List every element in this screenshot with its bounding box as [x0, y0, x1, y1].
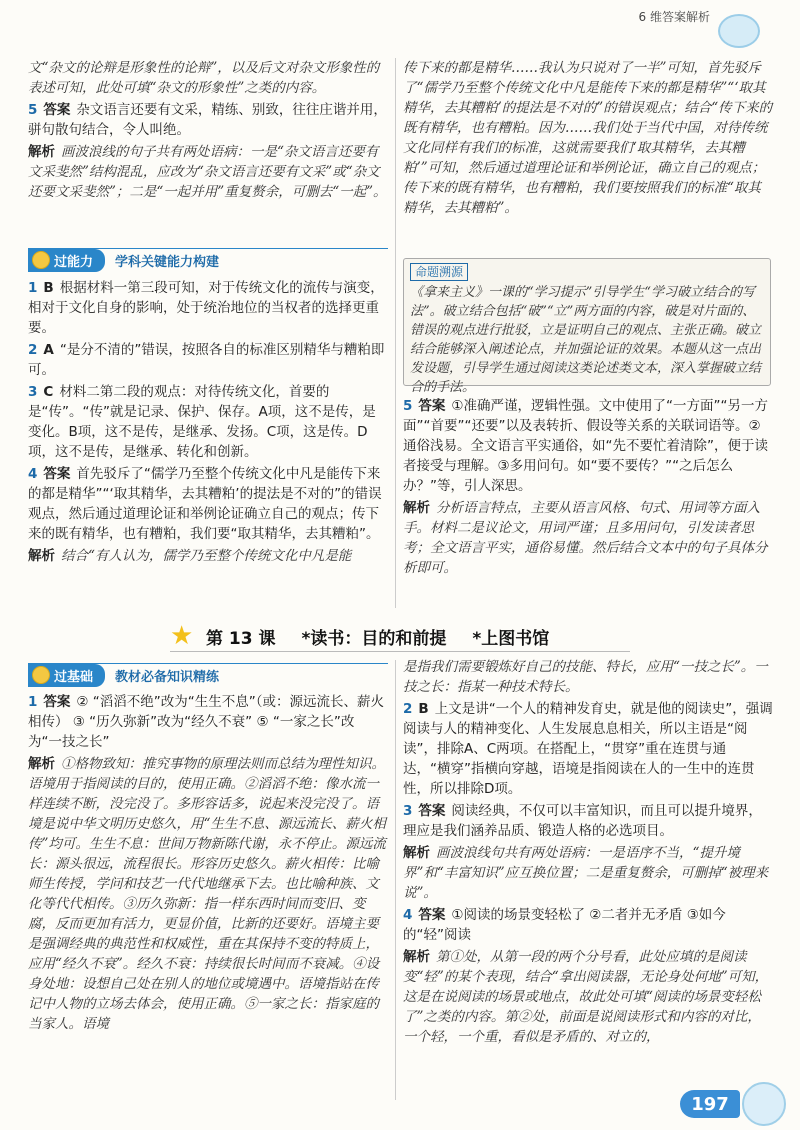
answer-text: 上文是讲“一个人的精神发育史，就是他的阅读史”，强调阅读与人的精神变化、人生发展息息相关，所以主语是“阅读”，排除A、C两项。在搭配上，“贯穿”重在连贯与通达，“横穿”指横向穿越，语境是指阅读在人的一生中的连贯性，所以排除D项。 [403, 701, 773, 797]
analysis-text: 分析语言特点，主要从语言风格、句式、用词等方面入手。材料二是议论文，用词严谨；且多用问句，引发读者思考；全文语言平实，通俗易懂。然后结合文本中的句子具体分析即可。 [403, 500, 768, 576]
answer-label: 答案 [43, 102, 71, 118]
answer-text: ①阅读的场景变轻松了 ②二者并无矛盾 ③如今的“轻”阅读 [403, 907, 726, 943]
lesson-title-1: *读书：目的和前提 [301, 628, 447, 649]
analysis-label: 解析 [403, 845, 430, 861]
analysis-item [403, 947, 773, 1047]
answer-label: B [43, 280, 54, 296]
source-box [403, 258, 771, 395]
answer-text: 杂文语言还要有文采，精练、别致，往往庄谐并用，骈句散句结合，令人叫绝。 [28, 102, 387, 138]
item-number: 3 [28, 384, 38, 400]
item-number: 4 [403, 907, 413, 923]
answer-item [403, 699, 773, 799]
answer-label: 答案 [43, 694, 71, 710]
analysis-text: 第①处，从第一段的两个分号看，此处应填的是阅读变“轻”的某个表现，结合“拿出阅读器，无论身处何地”可知，这是在说阅读的场景或地点，故此处可填“阅读的场景变轻松了”之类的内容。第②处，前面是说阅读形式和内容的对比，一个轻，一个重，看似是矛盾的、对立的， [403, 949, 769, 1045]
source-text: 《拿来主义》一课的“学习提示”引导学生“学习破立结合的写法”。破立结合包括“破”“立”两方面的内容，破是对片面的、错误的观点进行批驳，立是证明自己的观点、主张正确。破立结合能够深入阐述论点，并加强论证的效果。本题从这一点出发设题，引导学生通过阅读这类论述类文本，深入掌握破立结合的手法。 [410, 285, 762, 395]
analysis-item [28, 546, 388, 566]
continued-text: 是指我们需要锻炼好自己的技能、特长，应用“一技之长”。一技之长：指某一种技术特长。 [403, 659, 768, 695]
mascot-icon [32, 251, 50, 269]
answer-label: A [43, 342, 54, 358]
answer-text: 根据材料一第三段可知，对于传统文化的流传与演变，相对于文化自身的影响，处于统治地位的当权者的选择更重要。 [28, 280, 384, 336]
column-divider-bottom [395, 660, 396, 1100]
answer-text: 首先驳斥了“儒学乃至整个传统文化中凡是能传下来的都是精华”“‘取其精华，去其糟粕’的提法是不对的”的错误观点，然后通过道理论证和举例论证确立自己的观点；传下来的既有精华，也有糟粕，我们要“取其精华，去其糟粕”。 [28, 466, 382, 542]
ability-tag: 过能力 [28, 249, 105, 272]
analysis-label: 解析 [28, 548, 55, 564]
lesson-number: 第 13 课 [206, 628, 276, 649]
answer-label: B [418, 701, 429, 717]
ability-section-band [28, 248, 388, 271]
answer-label: C [43, 384, 54, 400]
basic-subtitle: 教材必备知识精练 [115, 669, 220, 685]
answer-label: 答案 [418, 803, 446, 819]
answer-label: 答案 [418, 907, 446, 923]
item-number: 5 [403, 398, 413, 414]
lesson-title-2: *上图书馆 [472, 628, 550, 649]
answer-item [28, 100, 388, 140]
answer-item [403, 905, 773, 945]
star-icon: ★ [170, 621, 194, 651]
item-number: 1 [28, 694, 38, 710]
answer-item [28, 340, 388, 380]
answer-label: 答案 [418, 398, 446, 414]
basic-tag: 过基础 [28, 664, 105, 687]
analysis-label: 解析 [28, 756, 55, 772]
right-column-middle [403, 396, 773, 580]
analysis-text: 画波浪线的句子共有两处语病：一是“杂文语言还要有文采斐然”结构混乱，应改为“杂文语言还要有文采”或“杂文还要文采斐然”；二是“一起并用”重复赘余，可删去“一起”。 [28, 144, 387, 200]
item-number: 3 [403, 803, 413, 819]
basic-section-band [28, 663, 388, 686]
mascot-icon [32, 666, 50, 684]
answer-label: 答案 [43, 466, 71, 482]
right-column-top [403, 58, 773, 220]
answer-item [403, 801, 773, 841]
continued-text: 传下来的都是精华……我认为只说对了一半”可知，首先驳斥了“儒学乃至整个传统文化中凡是能传下来的都是精华”“‘取其精华，去其糟粕’的提法是不对的”的错误观点；结合“传下来的既有精华，也有糟粕。因为……我们处于当代中国，对待传统文化同样有我们的标准，这就需要我们‘取其精华，去其糟粕’”可知，然后通过道理论证和举例论证，确立自己的观点；传下来的既有精华，也有糟粕，我们要按照我们的标准“取其精华，去其糟粕”。 [403, 60, 773, 216]
analysis-item [403, 498, 773, 578]
analysis-text: 结合“有人认为，儒学乃至整个传统文化中凡是能 [61, 548, 352, 564]
analysis-text: 画波浪线句共有两处语病：一是语序不当，“提升境界”和“丰富知识”应互换位置；二是重复赘余，可删掉“被理来说”。 [403, 845, 769, 901]
analysis-label: 解析 [28, 144, 55, 160]
answer-item [28, 278, 388, 338]
item-number: 2 [28, 342, 38, 358]
left-column-bottom [28, 692, 388, 1036]
left-column-top [28, 58, 388, 204]
answer-item [28, 692, 388, 752]
answer-text: ①准确严谨，逻辑性强。文中使用了“一方面”“另一方面”“首要”“还要”以及表转折、假设等关系的关联词语等。②通俗浅易。全文语言平实通俗，如“先不要忙着清除”，便于读者接受与理解。③多用问句。如“要不要传？”“之后怎么办？”等，引人深思。 [403, 398, 768, 494]
header-title: 6 维答案解析 [638, 10, 710, 24]
ability-subtitle: 学科关键能力构建 [115, 254, 220, 270]
analysis-text: ①格物致知：推究事物的原理法则而总结为理性知识。语境用于指阅读的目的，使用正确。②滔滔不绝：像水流一样连续不断，没完没了。多形容话多，说起来没完没了。语境是说中华文明历史悠久，用“生生不息、源远流长、薪火相传”均可。生生不息：世间万物新陈代谢，永不停止。源远流长：源头很远，流程很长。形容历史悠久。薪火相传：比喻师生传授，学问和技艺一代代地继承下去。也比喻种族、文化等代代相传。③历久弥新：指一样东西时间而变旧、变腐，反而更加有活力，更显价值，比新的还要好。语境主要是强调经典的典范性和权威性，重在其保持不变的特质上，应用“经久不衰”。经久不衰：持续很长时间而不衰减。④设身处地：设想自己处在别人的地位或境遇中。语境指站在传记中人物的立场去体会，使用正确。⑤一家之长：指家庭的当家人。语境 [28, 756, 386, 1032]
item-number: 1 [28, 280, 38, 296]
analysis-label: 解析 [403, 949, 430, 965]
answer-text: ② “滔滔不绝”改为“生生不息”（或：源远流长、薪火相传） ③ “历久弥新”改为“经久不衰” ⑤ “一家之长”改为“一技之长” [28, 694, 385, 750]
analysis-item [28, 142, 388, 202]
answer-item [28, 382, 388, 462]
source-tag: 命题溯源 [410, 263, 468, 281]
page-number: 197 [680, 1090, 740, 1118]
lesson-title-bar [170, 621, 630, 652]
analysis-label: 解析 [403, 500, 430, 516]
continued-text: 文“杂文的论辩是形象性的论辩”，以及后文对杂文形象性的表述可知，此处可填“杂文的形象性”之类的内容。 [28, 60, 380, 96]
answer-text: 阅读经典，不仅可以丰富知识，而且可以提升境界，理应是我们涵养品质、锻造人格的必选项目。 [403, 803, 762, 839]
answer-item [403, 396, 773, 496]
analysis-item [28, 754, 388, 1034]
answer-text: “是分不清的”错误，按照各自的标准区别精华与糟粕即可。 [28, 342, 385, 378]
item-number: 5 [28, 102, 38, 118]
right-column-bottom [403, 657, 773, 1049]
left-column-middle [28, 278, 388, 568]
item-number: 2 [403, 701, 413, 717]
answer-item [28, 464, 388, 544]
analysis-item [403, 843, 773, 903]
answer-text: 材料二第二段的观点：对待传统文化，首要的是“传”。“传”就是记录、保护、保存。A项，这不是传，是变化。B项，这不是传，是继承、发扬。C项，这是传。D项，这不是传，是继承、转化和创新。 [28, 384, 376, 460]
column-divider-top [395, 58, 396, 608]
item-number: 4 [28, 466, 38, 482]
logo-icon [718, 14, 760, 48]
mascot-icon [742, 1082, 786, 1126]
